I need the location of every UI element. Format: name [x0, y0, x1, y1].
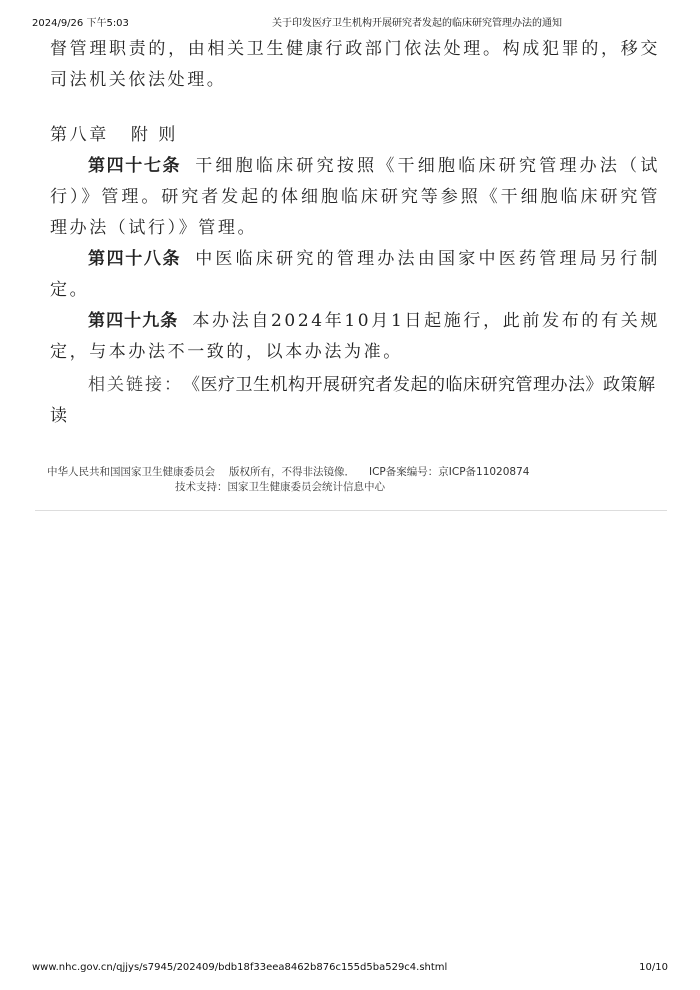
article-number: 第四十七条	[88, 156, 182, 176]
site-footer	[35, 465, 667, 511]
footer-icp: ICP备案编号：京ICP备11020874	[369, 466, 530, 478]
continuation-paragraph: 督管理职责的，由相关卫生健康行政部门依法处理。构成犯罪的，移交司法机关依法处理。	[50, 39, 660, 90]
article-number: 第四十八条	[88, 249, 182, 269]
footer-copyright: 版权所有，不得非法镜像．	[229, 466, 355, 478]
article-text: 干细胞临床研究按照《干细胞临床研究管理办法（试行）》管理。研究者发起的体细胞临床研究等参照《干细胞临床研究管理办法（试行）》管理。	[50, 156, 660, 238]
article-48	[50, 244, 660, 306]
footer-tech-support: 技术支持：国家卫生健康委员会统计信息中心	[175, 481, 385, 493]
chapter-number: 第八章	[50, 125, 109, 145]
print-url: www.nhc.gov.cn/qjjys/s7945/202409/bdb18f33eea8462b876c155d5ba529c4.shtml	[32, 962, 448, 973]
chapter-heading	[50, 120, 660, 151]
related-links	[50, 370, 665, 432]
policy-interpretation-link[interactable]: 《医疗卫生机构开展研究者发起的临床研究管理办法》政策解读	[50, 375, 656, 426]
print-doc-title: 关于印发医疗卫生机构开展研究者发起的临床研究管理办法的通知	[272, 18, 562, 29]
article-text: 本办法自2024年10月1日起施行，此前发布的有关规定，与本办法不一致的，以本办法为准。	[50, 311, 661, 362]
print-footer	[32, 961, 668, 975]
document-body	[50, 34, 660, 368]
print-page-number: 10/10	[639, 962, 668, 973]
chapter-name: 附 则	[130, 125, 179, 145]
article-number: 第四十九条	[88, 311, 179, 331]
article-47	[50, 151, 660, 244]
print-header	[32, 17, 668, 31]
footer-divider	[35, 510, 667, 511]
article-49	[50, 306, 660, 368]
footer-org: 中华人民共和国国家卫生健康委员会	[47, 466, 215, 478]
article-text: 中医临床研究的管理办法由国家中医药管理局另行制定。	[50, 249, 660, 300]
related-links-label: 相关链接：	[88, 375, 183, 395]
print-datetime: 2024/9/26 下午5:03	[32, 18, 129, 29]
footer-info-line	[35, 465, 667, 480]
